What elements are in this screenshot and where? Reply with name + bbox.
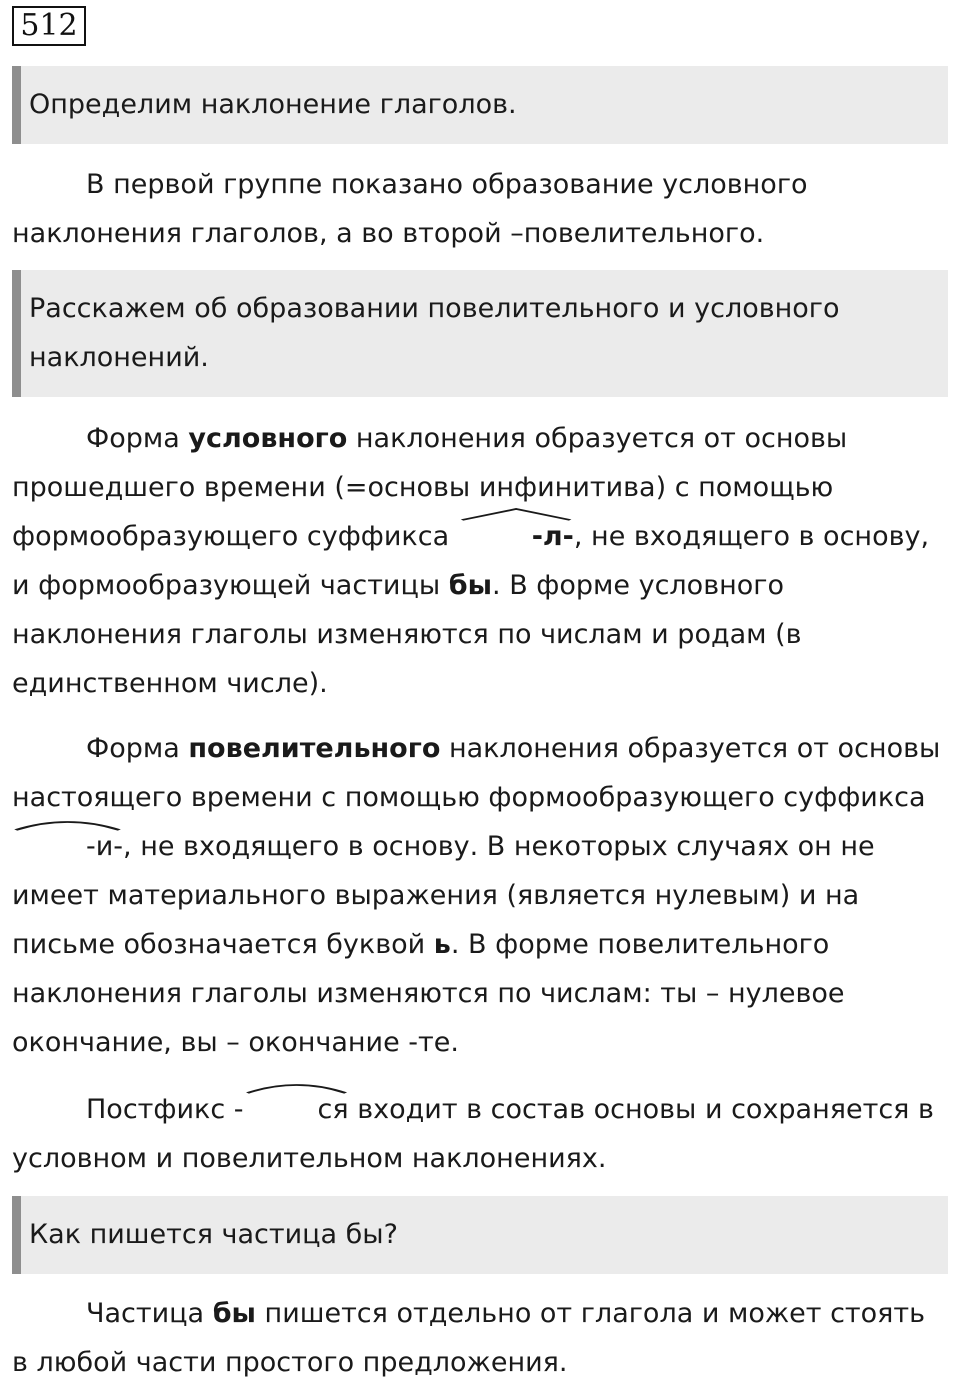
suffix-arc-icon [10,816,125,832]
text-run: , не входящего в основу. В некоторых случаях он не имеет материального выражения (является нулевым) и на письме обозначается буквой [12,831,875,960]
suffix-text: -л- [531,521,574,552]
bold-term: бы [212,1298,256,1329]
question-box-mood [12,66,948,144]
question-text: Расскажем об образовании повелительного и условного наклонений. [29,293,840,373]
text-run: наклонения образуется от основы настоящего времени с помощью формообразующего суффикса [12,733,941,813]
paragraph-imperative [12,724,948,1067]
postfix-arc-icon [242,1079,351,1095]
suffix-text: -и- [86,831,124,862]
bold-term: бы [448,570,493,601]
text-run: Частица [86,1298,213,1329]
answer-paragraph-mood: В первой группе показано образование условного наклонения глаголов, а во второй –повелительного. [12,169,808,249]
postfix-morpheme [244,1085,349,1134]
suffix-morpheme [12,822,123,871]
text-run: . В форме повелительного наклонения глаголы изменяются по числам: ты – нулевое окончание, вы – окончание -те. [12,929,845,1058]
question-box-particle [12,1196,948,1274]
suffix-arc-icon [456,506,576,522]
bold-term: условного [188,423,348,454]
text-run: . В форме условного наклонения глаголы изменяются по числам и родам (в единственном числе). [12,570,802,699]
question-text: Как пишется частица бы? [29,1219,398,1250]
paragraph-conditional [12,414,948,708]
suffix-morpheme [458,512,574,561]
text-run: Форма [86,423,189,454]
text-run: входит в состав основы и сохраняется в условном и повелительном наклонениях. [12,1094,934,1174]
question-text: Определим наклонение глаголов. [29,89,517,120]
bold-term: ь [433,929,451,960]
paragraph-postfix [12,1085,948,1183]
text-run: Постфикс - [86,1094,244,1125]
question-box-formation [12,270,948,397]
text-run: наклонения образуется от основы прошедшего времени (=основы инфинитива) с помощью формообразующего суффикса [12,423,848,552]
postfix-text: ся [317,1094,349,1125]
text-run: Форма [86,733,189,764]
exercise-number: 512 [12,6,86,46]
paragraph-particle [12,1289,948,1387]
text-run: , не входящего в основу, и формообразующей частицы [12,521,930,601]
bold-term: повелительного [188,733,441,764]
text-run: пишется отдельно от глагола и может стоять в любой части простого предложения. [12,1298,926,1378]
